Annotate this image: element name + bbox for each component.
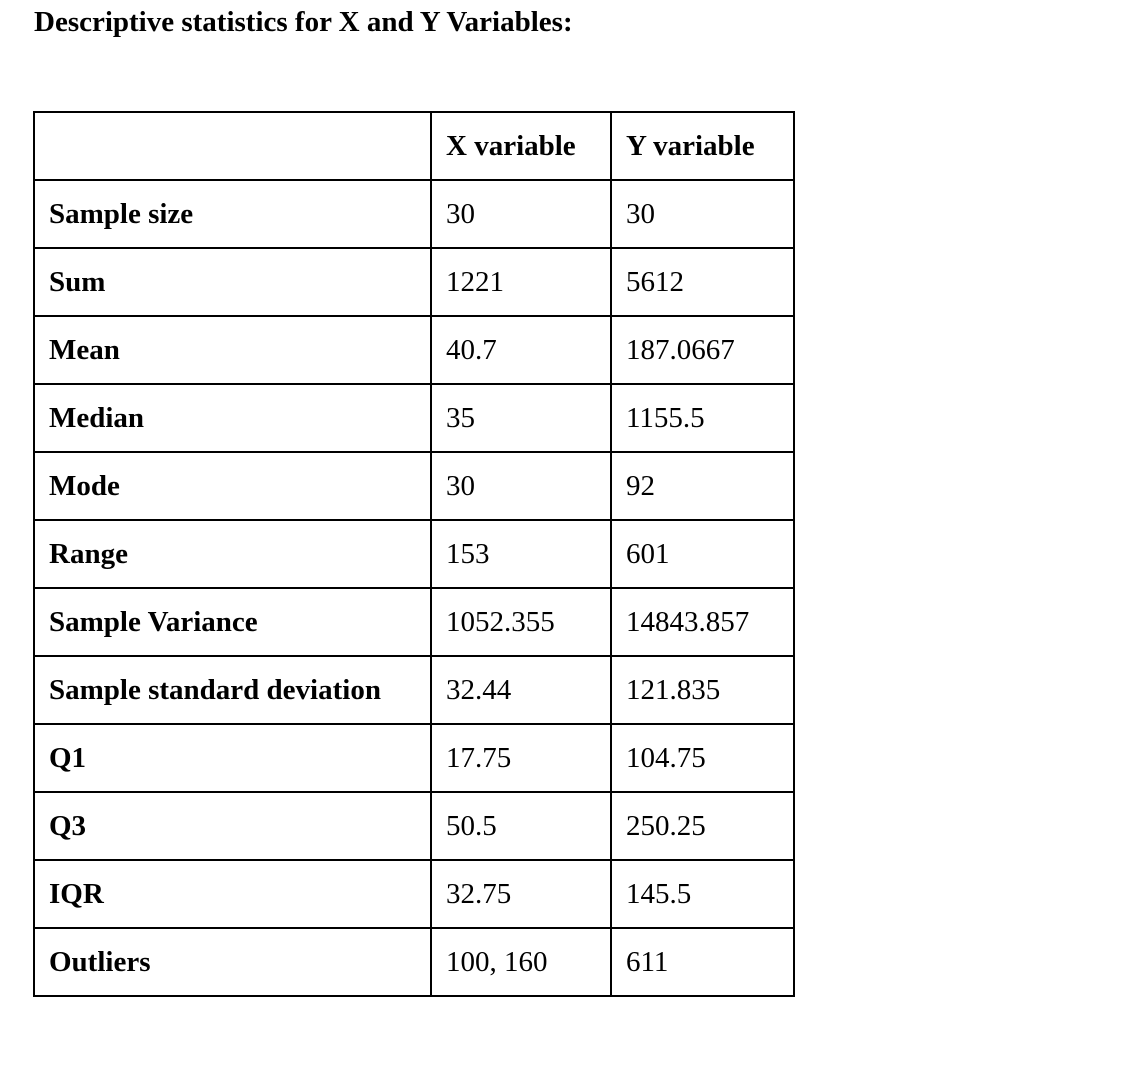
- table-row: [34, 180, 794, 248]
- table-header-row: [34, 112, 794, 180]
- table-row: [34, 452, 794, 520]
- row-label: Sample standard deviation: [34, 656, 431, 724]
- row-label: Sum: [34, 248, 431, 316]
- y-value: 92: [611, 452, 794, 520]
- y-value: 121.835: [611, 656, 794, 724]
- table-row: [34, 792, 794, 860]
- table-row: [34, 860, 794, 928]
- y-value: 250.25: [611, 792, 794, 860]
- row-label: Mean: [34, 316, 431, 384]
- header-empty-cell: [34, 112, 431, 180]
- table-row: [34, 248, 794, 316]
- y-value: 104.75: [611, 724, 794, 792]
- y-value: 145.5: [611, 860, 794, 928]
- x-value: 17.75: [431, 724, 611, 792]
- row-label: Range: [34, 520, 431, 588]
- row-label: Median: [34, 384, 431, 452]
- table-row: [34, 588, 794, 656]
- y-value: 1155.5: [611, 384, 794, 452]
- y-value: 5612: [611, 248, 794, 316]
- y-value: 187.0667: [611, 316, 794, 384]
- descriptive-statistics-table: [33, 111, 795, 997]
- row-label: IQR: [34, 860, 431, 928]
- header-x-variable: X variable: [431, 112, 611, 180]
- page-title: Descriptive statistics for X and Y Variables:: [34, 6, 573, 38]
- table-row: [34, 384, 794, 452]
- x-value: 153: [431, 520, 611, 588]
- y-value: 611: [611, 928, 794, 996]
- y-value: 601: [611, 520, 794, 588]
- x-value: 50.5: [431, 792, 611, 860]
- y-value: 14843.857: [611, 588, 794, 656]
- x-value: 100, 160: [431, 928, 611, 996]
- x-value: 30: [431, 452, 611, 520]
- table-row: [34, 520, 794, 588]
- header-y-variable: Y variable: [611, 112, 794, 180]
- y-value: 30: [611, 180, 794, 248]
- row-label: Sample size: [34, 180, 431, 248]
- table-row: [34, 316, 794, 384]
- x-value: 1221: [431, 248, 611, 316]
- x-value: 32.75: [431, 860, 611, 928]
- row-label: Q1: [34, 724, 431, 792]
- x-value: 30: [431, 180, 611, 248]
- x-value: 1052.355: [431, 588, 611, 656]
- table-row: [34, 928, 794, 996]
- x-value: 35: [431, 384, 611, 452]
- row-label: Q3: [34, 792, 431, 860]
- row-label: Mode: [34, 452, 431, 520]
- row-label: Sample Variance: [34, 588, 431, 656]
- x-value: 40.7: [431, 316, 611, 384]
- table-row: [34, 724, 794, 792]
- table-row: [34, 656, 794, 724]
- x-value: 32.44: [431, 656, 611, 724]
- row-label: Outliers: [34, 928, 431, 996]
